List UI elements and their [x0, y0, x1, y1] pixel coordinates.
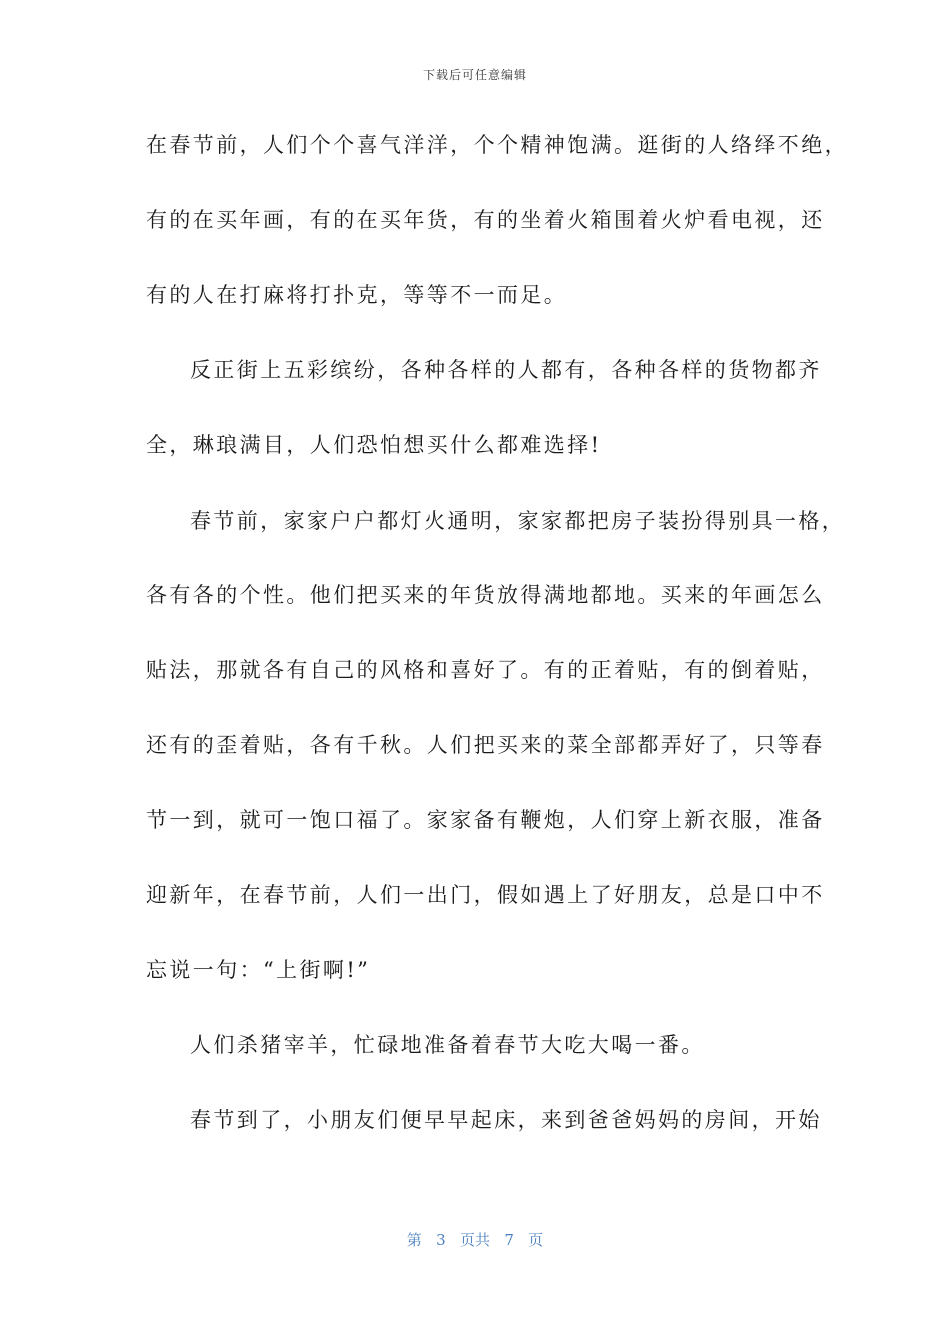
paragraph-first-line: 春节到了，小朋友们便早早起床，来到爸爸妈妈的房间，开始 — [190, 1108, 822, 1132]
page-number-footer — [0, 1229, 950, 1250]
text-line: 在春节前，人们个个喜气洋洋，个个精神饱满。逛街的人络绎不绝， — [146, 133, 848, 157]
text-line: 有的在买年画，有的在买年货，有的坐着火箱围着火炉看电视，还 — [146, 208, 825, 232]
text-line: 还有的歪着贴，各有千秋。人们把买来的菜全部都弄好了，只等春 — [146, 733, 825, 757]
text-line: 节一到，就可一饱口福了。家家备有鞭炮，人们穿上新衣服，准备 — [146, 808, 825, 832]
text-line: 有的人在打麻将打扑克，等等不一而足。 — [146, 283, 568, 307]
footer-prefix: 第 — [406, 1231, 422, 1249]
text-line: 全，琳琅满目，人们恐怕想买什么都难选择! — [146, 433, 602, 457]
text-line: 迎新年，在春节前，人们一出门，假如遇上了好朋友，总是口中不 — [146, 883, 825, 907]
paragraph-first-line: 人们杀猪宰羊，忙碌地准备着春节大吃大喝一番。 — [190, 1033, 705, 1057]
paragraph-first-line: 春节前，家家户户都灯火通明，家家都把房子装扮得别具一格， — [190, 509, 846, 533]
paragraph-first-line: 反正街上五彩缤纷，各种各样的人都有，各种各样的货物都齐 — [190, 358, 822, 382]
total-pages-number: 7 — [504, 1231, 514, 1249]
page-header: 下载后可任意编辑 — [422, 68, 527, 82]
text-line: 忘说一句：“上街啊!” — [146, 958, 371, 982]
current-page-number: 3 — [436, 1231, 446, 1249]
text-line: 各有各的个性。他们把买来的年货放得满地都地。买来的年画怎么 — [146, 583, 825, 607]
text-line: 贴法，那就各有自己的风格和喜好了。有的正着贴，有的倒着贴， — [146, 658, 825, 682]
footer-suffix: 页 — [528, 1231, 544, 1249]
footer-middle: 页共 — [459, 1231, 490, 1249]
